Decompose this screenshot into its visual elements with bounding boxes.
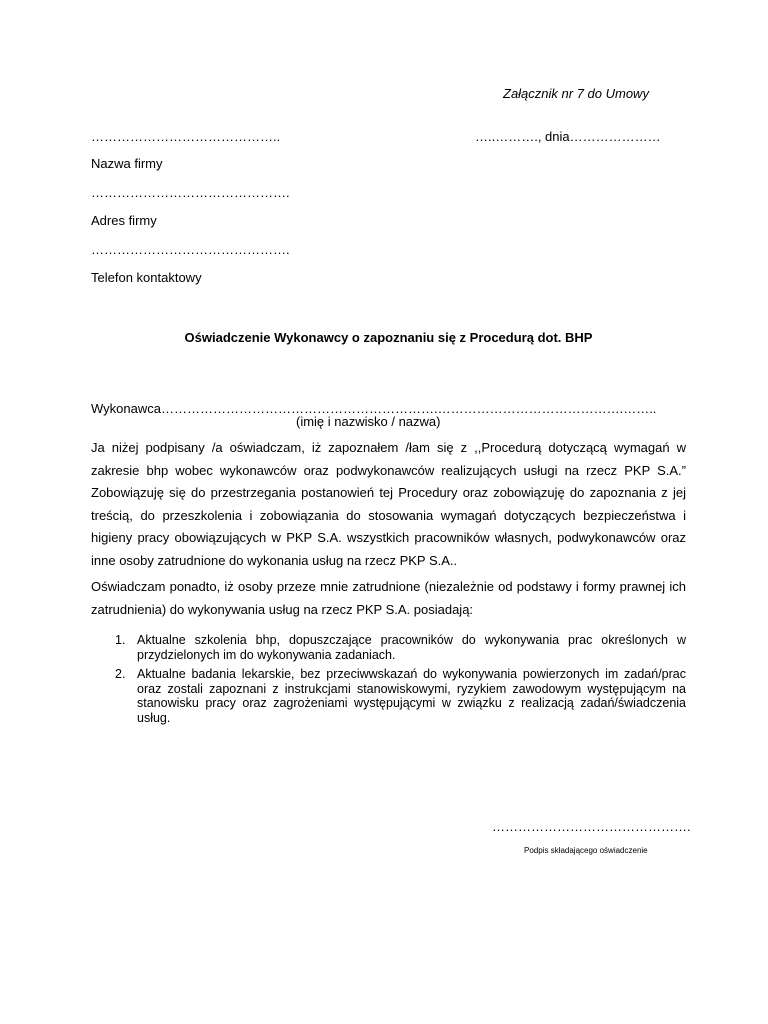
contractor-line: Wykonawca……………………………………………………….…………………………………….…….. [91,401,657,416]
declaration-paragraph-1: Ja niżej podpisany /a oświadczam, iż zapoznałem /łam się z ,,Procedurą dotyczącą wymagań w zakresie bhp wobec wykonawców oraz podwykonawców realizujących usługi na rzecz PKP S.A.” Zobowiązuję się do przestrzegania postanowień tej Procedury oraz zobowiązuję do zapoznania z jej treścią, do przeszkolenia i zobowiązania do stosowania wymagań dotyczących bezpieczeństwa i higieny pracy obowiązujących w PKP S.A. wszystkich pracowników własnych, podwykonawców oraz inne osoby zatrudnione do wykonania usług na rzecz PKP S.A.. [91,440,686,568]
requirements-list [91,633,686,725]
contractor-hint: (imię i nazwisko / nazwa) [296,414,441,429]
phone-label: Telefon kontaktowy [91,270,202,285]
list-item-text: Aktualne badania lekarskie, bez przeciwwskazań do wykonywania powierzonych im zadań/prac oraz zostali zapoznani z instrukcjami stanowiskowymi, ryzykiem zawodowym występującym na stanowisku pracy oraz zagrożeniami występującymi w związku z realizacją zadań/świadczenia usług. [137,667,686,725]
list-item-number: 1. [115,633,126,647]
address-dotted-line: ………………………………………. [91,185,290,200]
phone-dotted-line: ………………………………………. [91,242,290,257]
signature-label: Podpis składającego oświadczenie [524,846,648,855]
declaration-paragraph-2: Oświadczam ponadto, iż osoby przeze mnie zatrudnione (niezależnie od podstawy i formy prawnej ich zatrudnienia) do wykonywania usług na rzecz PKP S.A. posiadają: [91,579,686,617]
document-title: Oświadczenie Wykonawcy o zapoznaniu się z Procedurą dot. BHP [184,330,593,345]
list-item-number: 2. [115,667,126,681]
company-name-dotted-line: …………………………………….. [91,129,281,144]
attachment-note: Załącznik nr 7 do Umowy [503,86,649,101]
signature-dotted-line: ………………………………………. [492,819,691,834]
place-date-line: …..………., dnia………………… [475,129,661,144]
list-item-text: Aktualne szkolenia bhp, dopuszczające pracowników do wykonywania prac określonych w przydzielonych im do wykonywania zadaniach. [137,633,686,662]
list-item [91,633,686,662]
company-name-label: Nazwa firmy [91,156,163,171]
address-label: Adres firmy [91,213,157,228]
list-item [91,667,686,725]
